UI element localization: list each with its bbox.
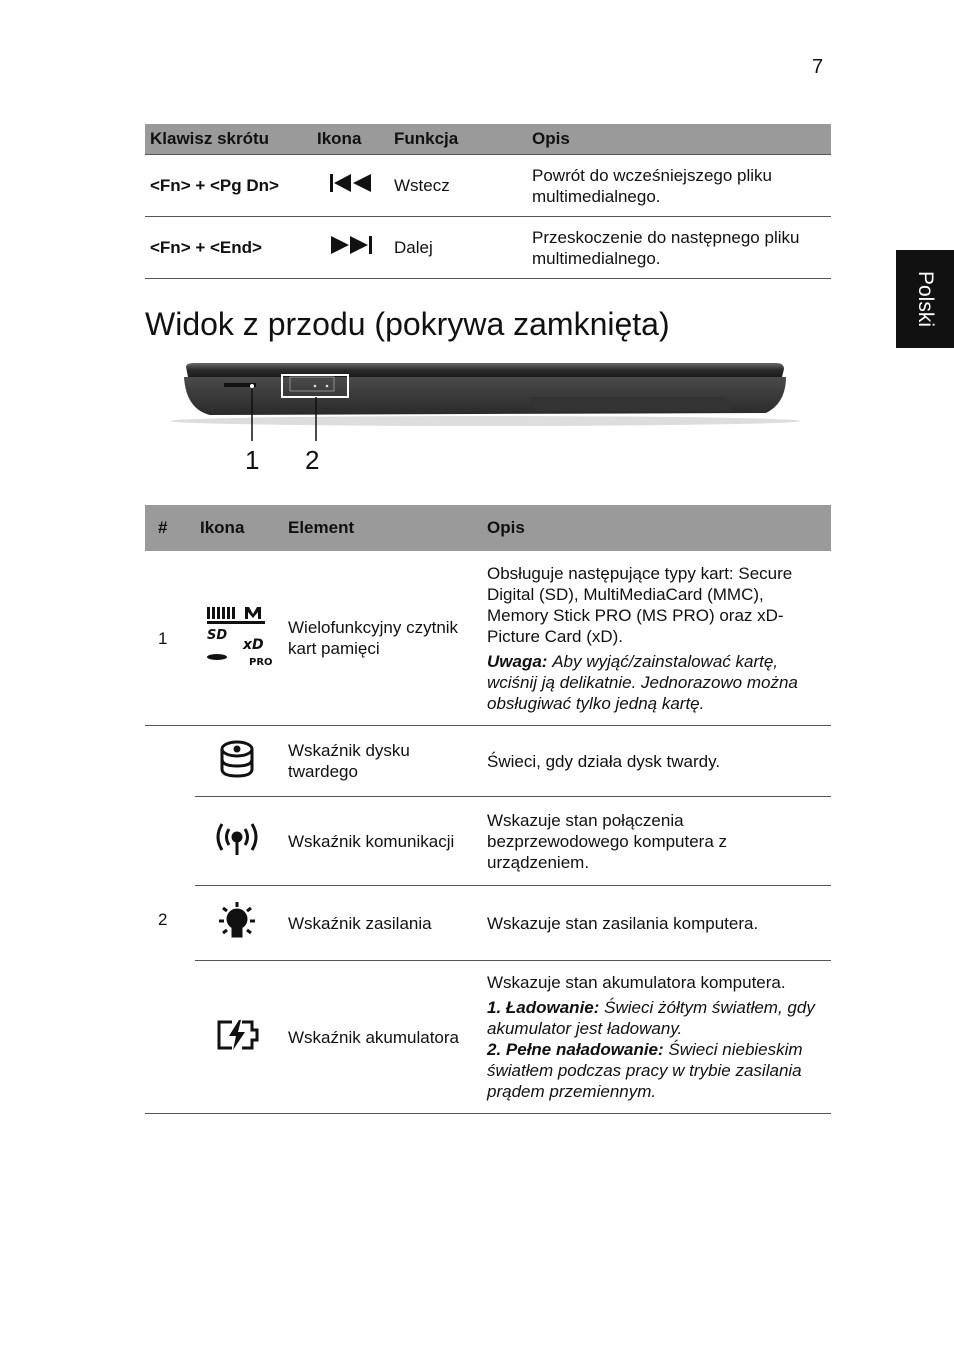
row-element: Wskaźnik dysku twardego: [278, 726, 482, 797]
shortcut-key: <Fn> + <End>: [145, 217, 312, 279]
row-desc-text: Obsługuje następujące typy kart: Secure Digital (SD), MultiMediaCard (MMC), Memory Stick PRO (MS PRO) oraz xD-Picture Card (xD).: [487, 563, 793, 646]
header-icon: Ikona: [312, 124, 389, 155]
shortcut-function: Wstecz: [389, 155, 527, 217]
table-row: [145, 726, 831, 797]
charging-text: Świeci żółtym światłem, gdy akumulator jest ładowany.: [487, 998, 815, 1038]
shortcut-table-header: [145, 124, 831, 155]
full-charge-label: 2. Pełne naładowanie:: [487, 1040, 664, 1059]
row-desc: Świeci, gdy działa dysk twardy.: [482, 726, 831, 797]
row-element: Wskaźnik akumulatora: [278, 961, 482, 1114]
shortcut-desc: Powrót do wcześniejszego pliku multimedialnego.: [527, 155, 831, 217]
table-row: [145, 155, 831, 217]
svg-text:xD: xD: [242, 636, 264, 653]
charging-label: 1. Ładowanie:: [487, 998, 600, 1017]
note-text: Aby wyjąć/zainstalować kartę, wciśnij ją delikatnie. Jednorazowo można obsługiwać tylko jedną kartę.: [487, 651, 798, 713]
front-view-table: [145, 505, 831, 1114]
next-track-icon: [312, 217, 389, 279]
shortcut-key: <Fn> + <Pg Dn>: [145, 155, 312, 217]
row-desc: Wskazuje stan połączenia bezprzewodowego komputera z urządzeniem.: [482, 797, 831, 886]
header-number: #: [145, 505, 195, 551]
table-row: [145, 551, 831, 726]
row-element: Wielofunkcyjny czytnik kart pamięci: [278, 551, 482, 726]
row-number: 1: [145, 551, 195, 726]
row-element: Wskaźnik zasilania: [278, 886, 482, 961]
row-number: 2: [145, 726, 195, 1114]
note-label: Uwaga:: [487, 651, 548, 671]
shortcut-table: [145, 124, 831, 279]
table-row: [145, 797, 831, 886]
previous-track-icon: [312, 155, 389, 217]
row-element: Wskaźnik komunikacji: [278, 797, 482, 886]
language-tab-label: Polski: [914, 270, 937, 328]
shortcut-function: Dalej: [389, 217, 527, 279]
full-charge-text: Świeci niebieskim światłem podczas pracy w trybie zasilania prądem przemiennym.: [487, 1040, 803, 1101]
row-desc: [482, 551, 831, 726]
wireless-icon: [195, 797, 278, 886]
table-row: [145, 217, 831, 279]
header-element: Element: [278, 505, 482, 551]
memory-card-logos-icon: [195, 551, 278, 726]
header-shortcut: Klawisz skrótu: [145, 124, 312, 155]
hdd-icon: [195, 726, 278, 797]
shortcut-desc: Przeskoczenie do następnego pliku multimedialnego.: [527, 217, 831, 279]
row-desc: Wskazuje stan zasilania komputera.: [482, 886, 831, 961]
row-desc-text: Wskazuje stan akumulatora komputera.: [487, 973, 786, 992]
header-icon: Ikona: [195, 505, 278, 551]
header-function: Funkcja: [389, 124, 527, 155]
language-tab: [896, 250, 954, 348]
section-title: Widok z przodu (pokrywa zamknięta): [145, 306, 670, 342]
header-desc: Opis: [482, 505, 831, 551]
table-row: [145, 886, 831, 961]
header-desc: Opis: [527, 124, 831, 155]
page-number: 7: [812, 56, 824, 78]
row-desc: [482, 961, 831, 1114]
callout-2: 2: [305, 445, 320, 475]
table-row: [145, 961, 831, 1114]
front-table-header: [145, 505, 831, 551]
power-light-icon: [195, 886, 278, 961]
svg-text:PRO: PRO: [248, 656, 273, 668]
battery-icon: [195, 961, 278, 1114]
svg-text:SD: SD: [206, 627, 227, 643]
callout-1: 1: [245, 445, 260, 475]
